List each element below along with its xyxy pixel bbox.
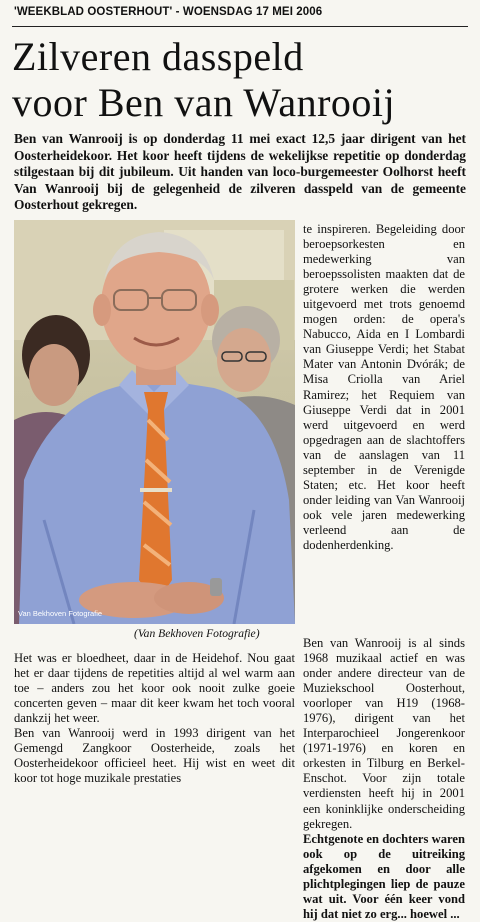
masthead: 'WEEKBLAD OOSTERHOUT' - WOENSDAG 17 MEI 2006 bbox=[14, 6, 323, 18]
right-column-paragraph: te inspireren. Begeleiding door beroepsorkesten en medewerking van beroepssolisten maakten dat de grotere werken die werden uitgevoerd met trots genoemd mogen orden: de opera's Nabucco, Aida en I Lombardi van Giuseppe Verdi; het Stabat Mater van Antonin Dvórák; de Misa Criolla van Ariel Ramirez; het Requiem van Giuseppe Verdi dat in 2001 werd uitgevoerd en werd opgedragen aan de slachtoffers van de aanslagen van 11 september in de Verenigde Staten; etc. Het koor heeft onder leiding van Van Wanrooij ook vele jaren medewerking verleend aan de dodenherdenking. bbox=[303, 222, 465, 552]
photo-credit-overlay: Van Bekhoven Fotografie bbox=[18, 609, 103, 618]
article-column-right-bottom bbox=[303, 636, 465, 922]
article-photo bbox=[14, 220, 295, 624]
headline-line-2: voor Ben van Wanrooij bbox=[12, 80, 396, 125]
left-paragraph-2: Ben van Wanrooij werd in 1993 dirigent van het Gemengd Zangkoor Oosterheide, zoals het Oosterheidekoor officieel heet. Hij wist en weet dit koor tot hoge muzikale prestaties bbox=[14, 726, 295, 786]
photo-caption: (Van Bekhoven Fotografie) bbox=[134, 627, 260, 640]
article-column-left bbox=[14, 651, 295, 786]
lead-paragraph: Ben van Wanrooij is op donderdag 11 mei exact 12,5 jaar dirigent van het Oosterheidekoor. Het koor heeft tijdens de wekelijkse repetitie op donderdag stilgestaan bij dit jubileum. Uit handen van loco-burgemeester Oolhorst heeft Van Wanrooij bij de gelegenheid de zilveren dasspeld van de gemeente Oosterhout gekregen. bbox=[14, 131, 466, 213]
masthead-rule bbox=[12, 26, 468, 27]
headline-line-1: Zilveren dasspeld bbox=[12, 34, 304, 79]
headline bbox=[12, 34, 472, 126]
right-paragraph-2: Ben van Wanrooij is al sinds 1968 muzikaal actief en was onder andere directeur van de Muziekschool Oosterhout, voorloper van H19 (1968-1976), dirigent van het Interparochieel Jongerenkoor (1971-1976) en koren en orkesten in Tilburg en Berkel-Enschot. Voor zijn totale verdiensten heeft hij in 2001 een koninklijke onderscheiding gekregen. bbox=[303, 636, 465, 831]
right-paragraph-3: Echtgenote en dochters waren ook op de uitreiking afgekomen en door alle plichtplegingen liep de pauze wat uit. Voor één keer vond hij dat niet zo erg... hoewel ... bbox=[303, 831, 465, 921]
article-column-right-top bbox=[303, 222, 465, 553]
left-paragraph-1: Het was er bloedheet, daar in de Heidehof. Nou gaat het er daar tijdens de repetities altijd al wel warm aan toe – anders zou het koor ook nooit zulke goeie concerten geven – maar dit keer kwam het toch vooral dankzij het weer. bbox=[14, 651, 295, 726]
photo-illustration bbox=[14, 220, 295, 624]
